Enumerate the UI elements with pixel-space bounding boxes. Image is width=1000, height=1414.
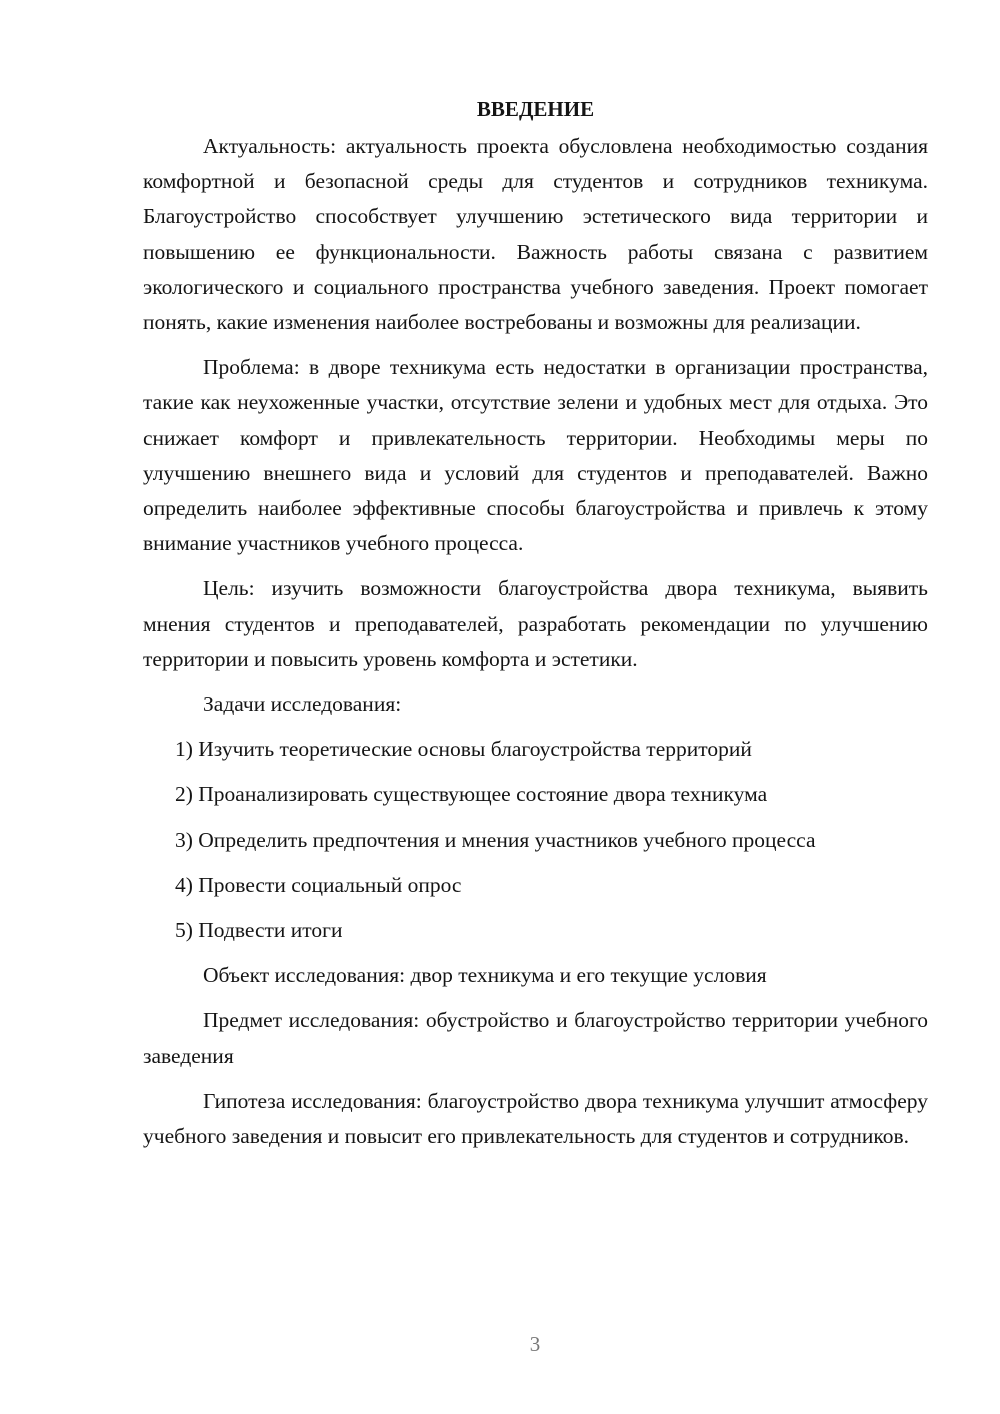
hypothesis-paragraph: Гипотеза исследования: благоустройство двора техникума улучшит атмосферу учебного заведения и повысит его привлекательность для студентов и сотрудников. <box>143 1088 928 1149</box>
subject-paragraph: Предмет исследования: обустройство и благоустройство территории учебного заведения <box>143 1008 928 1068</box>
task-item: 2) Проанализировать существующее состояние двора техникума <box>175 782 768 807</box>
page-number: 3 <box>529 1332 541 1356</box>
problem-paragraph: Проблема: в дворе техникума есть недостатки в организации пространства, такие как неухоженные участки, отсутствие зелени и удобных мест для отдыха. Это снижает комфорт и привлекательность территории. Необходимы меры по улучшению внешнего вида и условий для студентов и преподавателей. Важно определить наиболее эффективные способы благоустройства и привлечь к этому внимание участников учебного процесса. <box>143 355 928 556</box>
task-item: 3) Определить предпочтения и мнения участников учебного процесса <box>175 827 816 852</box>
task-item: 4) Провести социальный опрос <box>175 872 462 897</box>
goal-paragraph: Цель: изучить возможности благоустройства двора техникума, выявить мнения студентов и преподавателей, разработать рекомендации по улучшению территории и повысить уровень комфорта и эстетики. <box>143 576 928 671</box>
task-item: 1) Изучить теоретические основы благоустройства территорий <box>175 737 752 762</box>
document-page <box>143 92 928 1154</box>
section-heading: ВВЕДЕНИЕ <box>476 97 595 121</box>
object-paragraph: Объект исследования: двор техникума и его текущие условия <box>203 963 767 988</box>
tasks-title: Задачи исследования: <box>203 692 402 717</box>
tasks-list <box>143 732 928 948</box>
relevance-paragraph: Актуальность: актуальность проекта обусловлена необходимостью создания комфортной и безопасной среды для студентов и сотрудников техникума. Благоустройство способствует улучшению эстетического вида территории и повышению ее функциональности. Важность работы связана с развитием экологического и социального пространства учебного заведения. Проект помогает понять, какие изменения наиболее востребованы и возможны для реализации. <box>143 134 928 335</box>
task-item: 5) Подвести итоги <box>175 918 343 943</box>
